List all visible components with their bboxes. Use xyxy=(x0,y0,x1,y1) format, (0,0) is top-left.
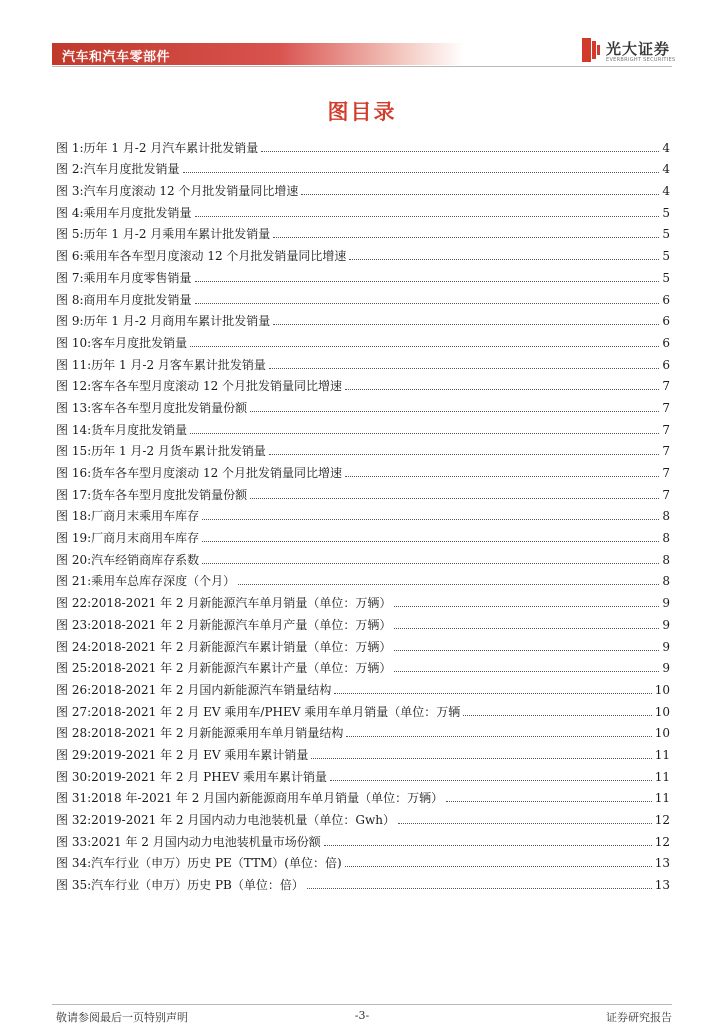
toc-dot-leader xyxy=(250,411,659,412)
toc-entry[interactable] xyxy=(56,502,670,524)
toc-entry-page: 4 xyxy=(662,140,670,155)
toc-dot-leader xyxy=(195,216,660,217)
toc-entry-page: 7 xyxy=(662,487,670,502)
toc-entry-number: 图 21: xyxy=(56,574,92,589)
toc-entry-page: 5 xyxy=(662,227,670,242)
toc-entry-title: 2018-2021 年 2 月新能源汽车单月产量（单位：万辆） xyxy=(91,617,392,632)
toc-entry-number: 图 33: xyxy=(56,834,92,849)
toc-entry-page: 10 xyxy=(654,726,670,741)
toc-entry[interactable] xyxy=(56,372,670,394)
toc-entry-page: 10 xyxy=(654,682,670,697)
toc-dot-leader xyxy=(345,866,652,867)
toc-dot-leader xyxy=(349,259,659,260)
footer-disclaimer: 敬请参阅最后一页特别声明 xyxy=(56,1011,188,1024)
toc-dot-leader xyxy=(334,693,651,694)
toc-dot-leader xyxy=(346,736,651,737)
toc-entry[interactable] xyxy=(56,545,670,567)
toc-entry-title: 2018-2021 年 2 月新能源汽车累计销量（单位：万辆） xyxy=(91,639,392,654)
toc-entry[interactable] xyxy=(56,350,670,372)
toc-entry-title: 客车各车型月度批发销量份额 xyxy=(91,400,248,415)
toc-entry-page: 6 xyxy=(662,292,670,307)
toc-entry-number: 图 2: xyxy=(56,162,84,177)
toc-entry[interactable] xyxy=(56,805,670,827)
toc-entry-title: 货车月度批发销量 xyxy=(91,422,188,437)
toc-entry-title: 历年 1 月-2 月汽车累计批发销量 xyxy=(83,140,259,155)
toc-entry-page: 12 xyxy=(654,834,670,849)
toc-dot-leader xyxy=(202,541,659,542)
toc-entry[interactable] xyxy=(56,393,670,415)
logo-name-en: EVERBRIGHT SECURITIES xyxy=(606,57,676,63)
toc-entry[interactable] xyxy=(56,654,670,676)
toc-dot-leader xyxy=(345,389,659,390)
toc-entry-title: 2018-2021 年 2 月国内新能源汽车销量结构 xyxy=(91,682,332,697)
toc-entry-number: 图 26: xyxy=(56,682,92,697)
toc-entry-title: 2019-2021 年 2 月 EV 乘用车累计销量 xyxy=(91,747,309,762)
toc-dot-leader xyxy=(463,715,651,716)
toc-entry-title: 历年 1 月-2 月货车累计批发销量 xyxy=(91,444,266,459)
toc-entry[interactable] xyxy=(56,740,670,762)
toc-entry-page: 5 xyxy=(662,270,670,285)
toc-dot-leader xyxy=(202,519,659,520)
page-number: -3- xyxy=(354,1009,370,1022)
company-logo xyxy=(582,38,674,66)
toc-dot-leader xyxy=(394,628,659,629)
toc-entry-page: 13 xyxy=(654,856,670,871)
toc-entry[interactable] xyxy=(56,328,670,350)
toc-entry[interactable] xyxy=(56,697,670,719)
toc-entry[interactable] xyxy=(56,241,670,263)
toc-entry-page: 9 xyxy=(662,661,670,676)
toc-entry-number: 图 8: xyxy=(56,292,84,307)
toc-dot-leader xyxy=(261,151,659,152)
everbright-logo-icon xyxy=(582,38,602,62)
toc-entry[interactable] xyxy=(56,285,670,307)
toc-entry[interactable] xyxy=(56,437,670,459)
toc-entry-page: 11 xyxy=(654,769,670,784)
toc-entry-number: 图 29: xyxy=(56,747,92,762)
toc-dot-leader xyxy=(269,368,659,369)
toc-entry-number: 图 19: xyxy=(56,531,92,546)
toc-dot-leader xyxy=(345,476,659,477)
toc-dot-leader xyxy=(273,324,659,325)
toc-entry-number: 图 16: xyxy=(56,466,92,480)
toc-entry-title: 汽车月度滚动 12 个月批发销量同比增速 xyxy=(83,184,299,199)
toc-entry-page: 5 xyxy=(662,249,670,264)
toc-entry[interactable] xyxy=(56,719,670,741)
toc-entry[interactable] xyxy=(56,220,670,242)
toc-entry-number: 图 15: xyxy=(56,444,92,459)
toc-entry-title: 厂商月末乘用车库存 xyxy=(91,509,200,524)
toc-entry-page: 13 xyxy=(654,878,670,893)
toc-entry-number: 图 18: xyxy=(56,509,92,524)
toc-entry-page: 8 xyxy=(662,552,670,567)
toc-entry-number: 图 6: xyxy=(56,249,84,264)
toc-entry[interactable] xyxy=(56,762,670,784)
toc-entry[interactable] xyxy=(56,870,670,892)
toc-entry[interactable] xyxy=(56,307,670,329)
toc-entry-title: 2018-2021 年 2 月新能源汽车累计产量（单位：万辆） xyxy=(91,661,392,676)
toc-entry-title: 历年 1 月-2 月客车累计批发销量 xyxy=(91,357,266,372)
toc-entry-page: 7 xyxy=(662,379,670,394)
toc-entry-number: 图 4: xyxy=(56,205,84,220)
toc-entry-page: 11 xyxy=(654,747,670,762)
toc-entry-number: 图 23: xyxy=(56,617,92,632)
toc-entry-page: 7 xyxy=(662,400,670,415)
toc-entry[interactable] xyxy=(56,827,670,849)
toc-entry-title: 客车各车型月度滚动 12 个月批发销量同比增速 xyxy=(91,379,343,394)
toc-dot-leader xyxy=(195,281,660,282)
toc-entry-number: 图 35: xyxy=(56,878,92,893)
toc-entry-title: 乘用车总库存深度（个月） xyxy=(91,574,236,589)
toc-entry-title: 货车各车型月度滚动 12 个月批发销量同比增速 xyxy=(91,466,343,480)
toc-entry[interactable] xyxy=(56,784,670,806)
toc-entry-page: 9 xyxy=(662,639,670,654)
header-divider xyxy=(52,66,672,67)
toc-entry-page: 12 xyxy=(654,813,670,827)
toc-entry-number: 图 22: xyxy=(56,596,92,611)
toc-entry-number: 图 10: xyxy=(56,335,92,350)
toc-entry-title: 2018-2021 年 2 月新能源乘用车单月销量结构 xyxy=(91,726,344,741)
toc-dot-leader xyxy=(195,303,660,304)
toc-dot-leader xyxy=(307,888,652,889)
toc-entry[interactable] xyxy=(56,198,670,220)
toc-entry-title: 历年 1 月-2 月乘用车累计批发销量 xyxy=(83,227,271,242)
toc-entry-title: 2018 年-2021 年 2 月国内新能源商用车单月销量（单位：万辆） xyxy=(91,791,444,806)
toc-entry-title: 乘用车月度零售销量 xyxy=(83,270,192,285)
toc-entry[interactable] xyxy=(56,675,670,697)
toc-dot-leader xyxy=(330,780,652,781)
toc-entry-number: 图 14: xyxy=(56,422,92,437)
logo-name-cn: 光大证券 xyxy=(606,40,671,58)
toc-entry-title: 货车各车型月度批发销量份额 xyxy=(91,487,248,502)
toc-entry-page: 4 xyxy=(662,162,670,177)
toc-dot-leader xyxy=(190,346,659,347)
toc-entry[interactable] xyxy=(56,480,670,502)
toc-entry-title: 汽车经销商库存系数 xyxy=(91,552,200,567)
toc-entry[interactable] xyxy=(56,523,670,545)
toc-title: 图目录 xyxy=(327,100,397,124)
toc-entry-title: 2018-2021 年 2 月 EV 乘用车/PHEV 乘用车单月销量（单位：万辆 xyxy=(91,704,461,719)
toc-entry-page: 10 xyxy=(654,704,670,719)
toc-entry-number: 图 12: xyxy=(56,379,92,394)
toc-entry[interactable] xyxy=(56,610,670,632)
toc-entry-title: 客车月度批发销量 xyxy=(91,335,188,350)
report-type: 证券研究报告 xyxy=(606,1011,672,1024)
toc-entry-title: 历年 1 月-2 月商用车累计批发销量 xyxy=(83,314,271,329)
toc-entry-page: 7 xyxy=(662,466,670,480)
toc-entry-number: 图 17: xyxy=(56,487,92,502)
toc-entry-page: 9 xyxy=(662,617,670,632)
toc-entry-page: 11 xyxy=(654,791,670,806)
toc-entry[interactable] xyxy=(56,632,670,654)
header-section-title: 汽车和汽车零部件 xyxy=(62,50,171,65)
toc-entry-number: 图 31: xyxy=(56,791,92,806)
footer-divider xyxy=(52,1004,672,1005)
toc-entry-page: 8 xyxy=(662,509,670,524)
toc-entry-title: 2018-2021 年 2 月新能源汽车单月销量（单位：万辆） xyxy=(91,596,392,611)
toc-entry-number: 图 9: xyxy=(56,314,84,329)
toc-entry-page: 8 xyxy=(662,574,670,589)
toc-entry[interactable] xyxy=(56,415,670,437)
toc-dot-leader xyxy=(202,563,659,564)
toc-entry-number: 图 11: xyxy=(56,357,92,372)
toc-dot-leader xyxy=(398,823,652,824)
toc-entry-page: 6 xyxy=(662,314,670,329)
toc-entry-number: 图 7: xyxy=(56,270,84,285)
toc-entry-title: 厂商月末商用车库存 xyxy=(91,531,200,546)
toc-dot-leader xyxy=(324,845,652,846)
toc-entry-title: 汽车行业（申万）历史 PE（TTM）(单位：倍) xyxy=(91,856,342,871)
toc-entry-page: 4 xyxy=(662,184,670,199)
toc-entry-title: 2019-2021 年 2 月国内动力电池装机量（单位：Gwh） xyxy=(91,813,395,827)
toc-entry-page: 9 xyxy=(662,596,670,611)
toc-dot-leader xyxy=(311,758,651,759)
toc-entry[interactable] xyxy=(56,588,670,610)
toc-dot-leader xyxy=(446,801,652,802)
toc-entry-number: 图 25: xyxy=(56,661,92,676)
toc-entry[interactable] xyxy=(56,849,670,871)
toc-dot-leader xyxy=(394,606,659,607)
toc-entry-number: 图 24: xyxy=(56,639,92,654)
toc-entry-number: 图 5: xyxy=(56,227,84,242)
toc-entry-page: 7 xyxy=(662,422,670,437)
toc-entry-number: 图 27: xyxy=(56,704,92,719)
toc-entry-page: 7 xyxy=(662,444,670,459)
toc-entry-page: 8 xyxy=(662,531,670,546)
toc-entry[interactable] xyxy=(56,133,670,155)
toc-entry[interactable] xyxy=(56,567,670,589)
toc-entry-number: 图 30: xyxy=(56,769,92,784)
toc-entry-page: 6 xyxy=(662,357,670,372)
toc-dot-leader xyxy=(273,237,659,238)
toc-dot-leader xyxy=(183,172,660,173)
toc-dot-leader xyxy=(394,671,659,672)
toc-entry-title: 汽车月度批发销量 xyxy=(83,162,180,177)
figure-list xyxy=(56,133,670,892)
toc-entry-title: 乘用车各车型月度滚动 12 个月批发销量同比增速 xyxy=(83,249,347,264)
toc-entry[interactable] xyxy=(56,176,670,198)
toc-dot-leader xyxy=(238,584,659,585)
toc-entry-title: 2019-2021 年 2 月 PHEV 乘用车累计销量 xyxy=(91,769,327,784)
toc-dot-leader xyxy=(394,650,659,651)
toc-entry-title: 汽车行业（申万）历史 PB（单位：倍） xyxy=(91,878,304,893)
toc-entry-page: 6 xyxy=(662,335,670,350)
toc-entry-title: 2021 年 2 月国内动力电池装机量市场份额 xyxy=(91,834,321,849)
toc-entry-title: 乘用车月度批发销量 xyxy=(83,205,192,220)
toc-entry-number: 图 28: xyxy=(56,726,92,741)
toc-entry-page: 5 xyxy=(662,205,670,220)
toc-entry[interactable] xyxy=(56,458,670,480)
toc-dot-leader xyxy=(269,454,659,455)
toc-dot-leader xyxy=(301,194,659,195)
toc-entry-number: 图 34: xyxy=(56,856,92,871)
toc-dot-leader xyxy=(250,498,659,499)
toc-entry-number: 图 3: xyxy=(56,184,84,199)
toc-entry-title: 商用车月度批发销量 xyxy=(83,292,192,307)
toc-entry-number: 图 32: xyxy=(56,813,92,827)
toc-entry-number: 图 13: xyxy=(56,400,92,415)
toc-entry-number: 图 1: xyxy=(56,140,84,155)
toc-entry[interactable] xyxy=(56,263,670,285)
toc-entry-number: 图 20: xyxy=(56,552,92,567)
toc-entry[interactable] xyxy=(56,155,670,177)
toc-dot-leader xyxy=(190,433,659,434)
